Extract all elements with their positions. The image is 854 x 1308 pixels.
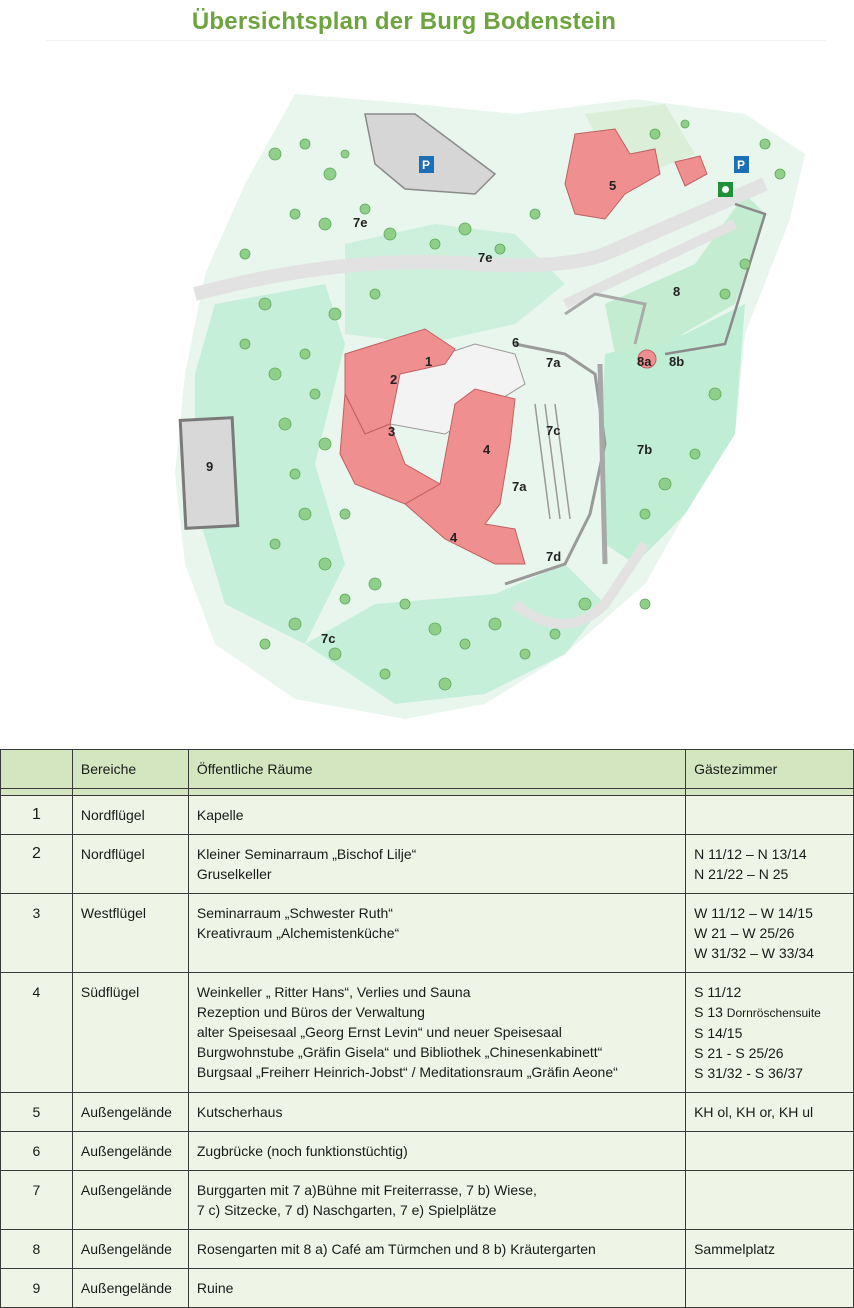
header-num [1,750,73,789]
row-num: 9 [1,1269,73,1308]
row-area: Außengelände [72,1230,188,1269]
assembly-point-dot [722,186,729,193]
row-num: 6 [1,1132,73,1171]
map-label-4a: 4 [483,442,491,457]
table-row [1,835,854,894]
row-rooms [188,796,685,835]
table-row [1,796,854,835]
row-guest [686,835,854,894]
row-num: 4 [1,973,73,1093]
row-rooms [188,1093,685,1132]
row-num: 2 [1,835,73,894]
map-label-8: 8 [673,284,681,299]
map-label-7a-top: 7a [546,355,561,370]
row-guest [686,973,854,1093]
row-guest [686,1230,854,1269]
table-row [1,1269,854,1308]
row-guest [686,1132,854,1171]
room-line: Kreativraum „Alchemistenküche“ [196,925,400,941]
row-area: Außengelände [72,1171,188,1230]
row-num: 8 [1,1230,73,1269]
assembly-point-label: Sammelplatz [694,1241,776,1257]
map-label-3: 3 [388,424,396,439]
map-label-2: 2 [390,372,398,387]
table-row [1,1132,854,1171]
map-label-7a-mid: 7a [512,479,527,494]
room-line: Burgsaal „Freiherr Heinrich-Jobst“ / Meditationsraum „Gräfin Aeone“ [196,1064,618,1080]
room-line: Rezeption und Büros der Verwaltung [196,1004,425,1020]
map-label-4b: 4 [450,530,458,545]
map-label-7b: 7b [637,442,653,457]
guest-line: S 11/12 [694,984,742,1000]
map-label-6: 6 [512,335,520,350]
row-area: Außengelände [72,1132,188,1171]
room-line: Rosengarten mit 8 a) Café am Türmchen und 8 b) Kräutergarten [196,1241,596,1257]
row-area: Nordflügel [72,835,188,894]
row-area: Nordflügel [72,796,188,835]
header-rooms: Öffentliche Räume [188,750,685,789]
guest-line: W 31/32 – W 33/34 [694,945,814,961]
map-label-1: 1 [425,354,433,369]
guest-line: N 21/22 – N 25 [694,866,789,882]
row-guest [686,894,854,973]
page-title: Übersichtsplan der Burg Bodenstein [191,8,617,35]
row-area: Außengelände [72,1093,188,1132]
row-rooms [188,1171,685,1230]
row-num: 7 [1,1171,73,1230]
guest-line: KH ol, KH or, KH ul [694,1104,814,1120]
row-area: Außengelände [72,1269,188,1308]
room-line: Kapelle [196,807,244,823]
guest-line: S 14/15 [694,1025,743,1041]
row-rooms [188,835,685,894]
map-label-5: 5 [609,178,617,193]
room-line: Zugbrücke (noch funktionstüchtig) [196,1143,408,1159]
legend-table [0,749,854,1308]
guest-line: W 11/12 – W 14/15 [694,905,813,921]
parking-sign-label-2: P [737,158,746,172]
room-line: alter Speisesaal „Georg Ernst Levin“ und neuer Speisesaal [196,1024,562,1040]
title-divider [46,40,826,41]
map-label-8b: 8b [669,354,685,369]
header-spacer [1,789,854,796]
row-rooms [188,894,685,973]
guest-line: S 21 - S 25/26 [694,1045,784,1061]
row-num: 1 [1,796,73,835]
row-num: 3 [1,894,73,973]
map-label-7e-right: 7e [478,250,493,265]
map-label-8a: 8a [637,354,652,369]
row-guest [686,796,854,835]
room-line: Kutscherhaus [196,1104,283,1120]
row-rooms [188,973,685,1093]
row-guest [686,1171,854,1230]
row-area: Südflügel [72,973,188,1093]
header-area: Bereiche [72,750,188,789]
map-label-7d: 7d [546,549,562,564]
guest-line: N 11/12 – N 13/14 [694,846,807,862]
map-label-7e-left: 7e [353,215,368,230]
guest-line: S 13 Dornröschensuite [694,1004,821,1020]
row-rooms [188,1132,685,1171]
row-rooms [188,1230,685,1269]
table-header-row [1,750,854,789]
table-row [1,1093,854,1132]
room-line: Burggarten mit 7 a)Bühne mit Freiterrasse, 7 b) Wiese, [196,1182,537,1198]
parking-sign-label: P [422,158,431,172]
map-label-7c-mid: 7c [546,423,561,438]
guest-line: W 21 – W 25/26 [694,925,795,941]
row-area: Westflügel [72,894,188,973]
table-row [1,894,854,973]
room-line: Kleiner Seminarraum „Bischof Lilje“ [196,846,417,862]
map-label-9: 9 [206,459,214,474]
room-line: Seminarraum „Schwester Ruth“ [196,905,393,921]
table-row [1,1230,854,1269]
row-rooms [188,1269,685,1308]
castle-site-map [45,44,825,744]
guest-line: S 31/32 - S 36/37 [694,1065,804,1081]
table-row [1,973,854,1093]
map-label-7c-bottom: 7c [321,631,336,646]
room-line: Weinkeller „ Ritter Hans“, Verlies und Sauna [196,984,471,1000]
room-line: Burgwohnstube „Gräfin Gisela“ und Bibliothek „Chinesenkabinett“ [196,1044,603,1060]
room-line: Ruine [196,1280,234,1296]
row-guest [686,1269,854,1308]
row-guest [686,1093,854,1132]
header-guest: Gästezimmer [686,750,854,789]
suite-name: Dornröschensuite [726,1006,821,1020]
row-num: 5 [1,1093,73,1132]
table-row [1,1171,854,1230]
room-line: Gruselkeller [196,866,272,882]
room-line: 7 c) Sitzecke, 7 d) Naschgarten, 7 e) Spielplätze [196,1202,497,1218]
